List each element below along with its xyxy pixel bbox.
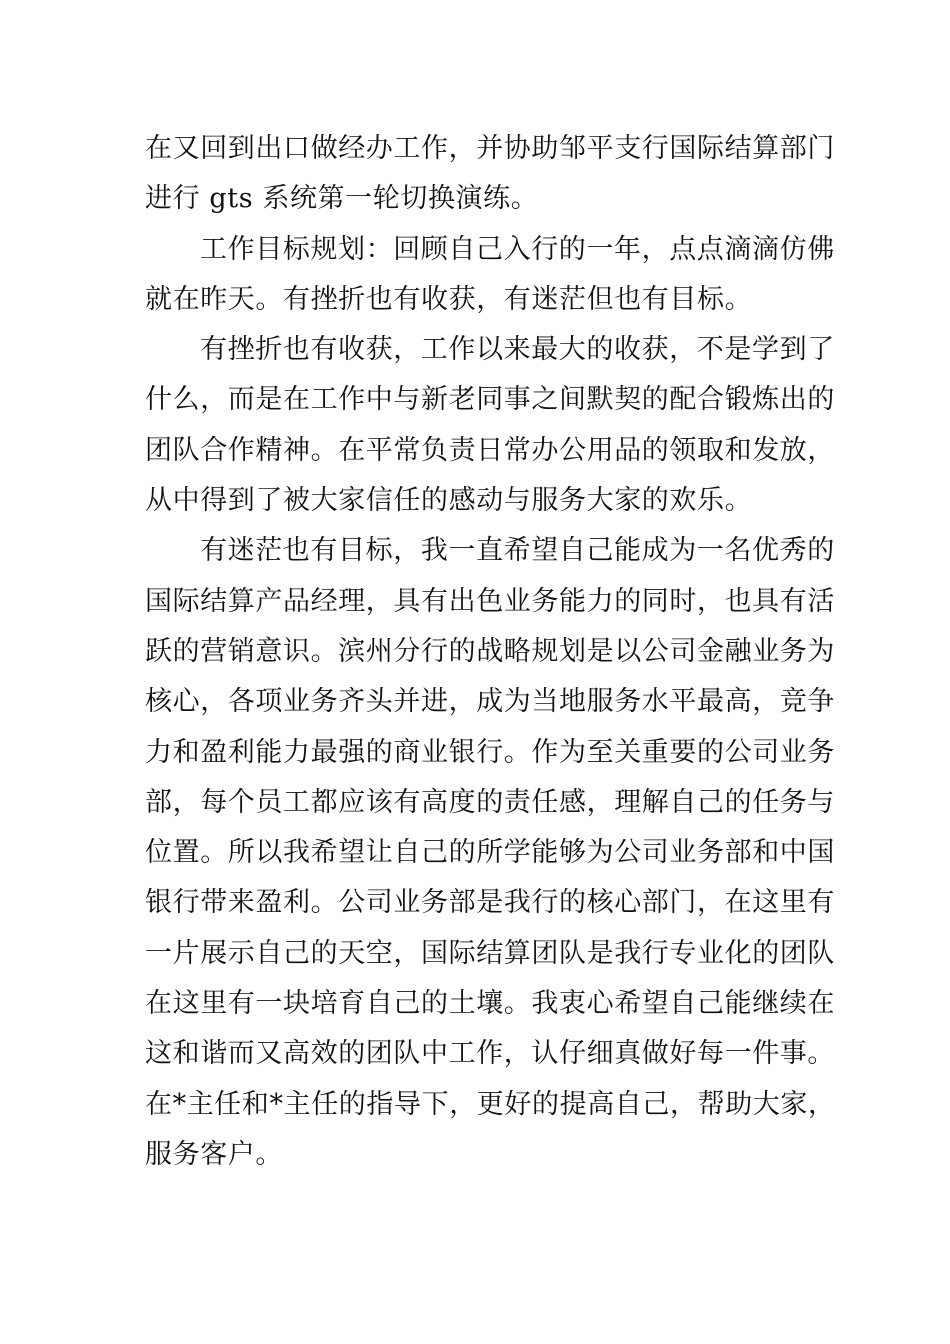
text-line: 在*主任和*主任的指导下，更好的提高自己，帮助大家， (145, 1088, 836, 1120)
text-line: 位置。所以我希望让自己的所学能够为公司业务部和中国 (145, 837, 835, 869)
paragraph-start-line: 有挫折也有收获，工作以来最大的收获，不是学到了 (200, 334, 835, 366)
document-body (145, 124, 836, 1180)
paragraph-start-line: 工作目标规划：回顾自己入行的一年，点点滴滴仿佛 (200, 233, 835, 265)
text-line: 在这里有一块培育自己的土壤。我衷心希望自己能继续在 (145, 988, 835, 1020)
text-line: 团队合作精神。在平常负责日常办公用品的领取和发放， (145, 434, 835, 466)
text-line: 核心，各项业务齐头并进，成为当地服务水平最高，竞争 (145, 686, 835, 718)
text-line: 在又回到出口做经办工作，并协助邹平支行国际结算部门 (145, 133, 835, 164)
text-line: 国际结算产品经理，具有出色业务能力的同时，也具有活 (145, 585, 835, 617)
text-line: 部，每个员工都应该有高度的责任感，理解自己的任务与 (145, 786, 835, 818)
text-line: 一片展示自己的天空，国际结算团队是我行专业化的团队 (145, 937, 835, 969)
text-line: 服务客户。 (145, 1138, 283, 1170)
text-line: 这和谐而又高效的团队中工作，认仔细真做好每一件事。 (145, 1038, 835, 1070)
text-line: 银行带来盈利。公司业务部是我行的核心部门，在这里有 (145, 887, 835, 919)
text-line: 什么，而是在工作中与新老同事之间默契的配合锻炼出的 (145, 384, 835, 416)
text-line: 跃的营销意识。滨州分行的战略规划是以公司金融业务为 (145, 635, 835, 667)
text-line: 进行 gts 系统第一轮切换演练。 (145, 183, 539, 215)
text-line: 从中得到了被大家信任的感动与服务大家的欢乐。 (145, 485, 753, 517)
text-line: 就在昨天。有挫折也有收获，有迷茫但也有目标。 (145, 283, 753, 315)
paragraph-start-line: 有迷茫也有目标，我一直希望自己能成为一名优秀的 (200, 535, 835, 567)
text-line: 力和盈利能力最强的商业银行。作为至关重要的公司业务 (145, 736, 835, 768)
